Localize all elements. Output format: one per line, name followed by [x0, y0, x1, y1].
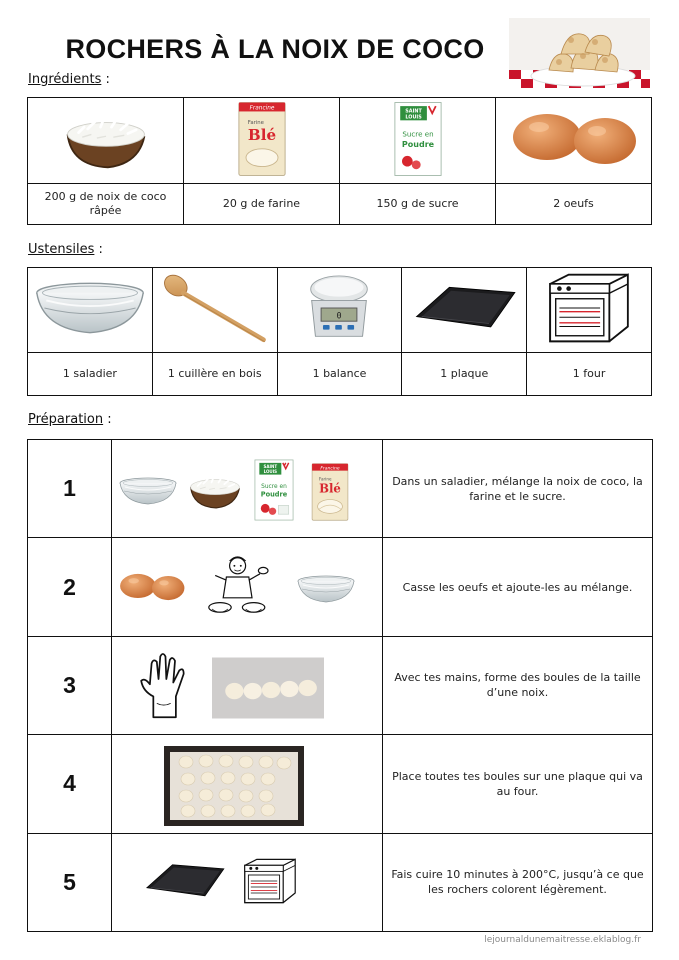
kitchen-scale-icon — [306, 270, 372, 346]
ingredient-image-cell — [340, 98, 496, 184]
flour-product-prefix: Farine — [247, 119, 264, 126]
flour-brand: Francine — [249, 105, 274, 112]
preparation-heading-colon: : — [103, 412, 112, 427]
preparation-table — [27, 439, 653, 932]
utensils-heading-text: Ustensiles — [28, 242, 95, 257]
utensils-heading-colon: : — [94, 242, 103, 257]
step-images — [112, 833, 383, 931]
step-instruction: Casse les oeufs et ajoute-les au mélange. — [383, 538, 653, 636]
step-images — [112, 538, 383, 636]
flour-bag-icon — [312, 463, 348, 519]
ingredients-table — [27, 97, 652, 225]
ingredients-heading-colon: : — [101, 72, 110, 87]
flour-product: Blé — [247, 125, 276, 144]
wooden-spoon-icon — [159, 270, 271, 346]
utensil-image-cell — [28, 268, 153, 353]
eggs-icon — [508, 109, 640, 169]
step-instruction: Place toutes tes boules sur une plaque qui va au four. — [383, 735, 653, 833]
glass-bowl-icon — [33, 279, 147, 337]
utensil-label: 1 saladier — [28, 353, 153, 396]
utensil-label: 1 balance — [277, 353, 402, 396]
step-images — [112, 735, 383, 833]
coconut-icon — [191, 476, 240, 507]
step-row — [28, 833, 653, 931]
hand-icon — [141, 654, 183, 717]
baking-tray-icon — [147, 865, 224, 896]
ingredient-image-cell — [496, 98, 652, 184]
step-number: 5 — [28, 833, 112, 931]
utensil-image-cell — [402, 268, 527, 353]
step-images — [112, 636, 383, 734]
step-5-illustration — [112, 842, 376, 922]
glass-bowl-icon — [120, 478, 176, 504]
balls-on-tray-photo — [164, 746, 304, 826]
sugar-product-line2: Poudre — [401, 139, 434, 149]
ingredient-label: 200 g de noix de coco râpée — [28, 184, 184, 225]
step-2-illustration — [112, 547, 376, 627]
step-instruction: Fais cuire 10 minutes à 200°C, jusqu’à ce que les rochers colorent légèrement. — [383, 833, 653, 931]
eggs-icon — [120, 574, 184, 600]
preparation-heading-text: Préparation — [28, 412, 104, 427]
ingredient-image-cell — [28, 98, 184, 184]
glass-bowl-icon — [298, 576, 354, 602]
sugar-brand-line2: LOUIS — [404, 114, 422, 121]
step-number: 3 — [28, 636, 112, 734]
step-row — [28, 735, 653, 833]
sugar-box-icon — [255, 460, 293, 520]
ingredient-label: 2 oeufs — [496, 184, 652, 225]
utensil-image-cell — [152, 268, 277, 353]
step-3-illustration — [112, 643, 376, 727]
coconut-balls-photo — [212, 658, 324, 719]
utensil-label: 1 cuillère en bois — [152, 353, 277, 396]
utensil-image-cell — [527, 268, 652, 353]
ingredients-heading — [28, 72, 110, 87]
step-images — [112, 440, 383, 538]
step-row — [28, 538, 653, 636]
ingredient-label: 150 g de sucre — [340, 184, 496, 225]
coconut-icon — [60, 107, 152, 171]
utensils-table — [27, 267, 652, 396]
utensils-heading — [28, 242, 103, 257]
oven-icon — [245, 860, 295, 903]
coconut-rocks-photo — [509, 18, 650, 88]
source-footer: lejournaldunemaitresse.eklablog.fr — [484, 935, 641, 945]
step-row — [28, 440, 653, 538]
utensil-label: 1 four — [527, 353, 652, 396]
step-instruction: Dans un saladier, mélange la noix de coco, la farine et le sucre. — [383, 440, 653, 538]
sugar-product-line1: Sucre en — [401, 128, 434, 138]
utensil-label: 1 plaque — [402, 353, 527, 396]
step-number: 1 — [28, 440, 112, 538]
ingredient-image-cell — [184, 98, 340, 184]
oven-icon — [541, 271, 637, 345]
preparation-heading — [28, 412, 112, 427]
step-4-illustration — [112, 742, 376, 826]
step-row — [28, 636, 653, 734]
sugar-brand-line1: SAINT — [404, 107, 422, 114]
cook-cracking-eggs-icon — [209, 557, 268, 612]
step-number: 2 — [28, 538, 112, 636]
baking-tray-icon — [408, 282, 520, 334]
step-number: 4 — [28, 735, 112, 833]
step-instruction: Avec tes mains, forme des boules de la taille d’une noix. — [383, 636, 653, 734]
recipe-title: ROCHERS À LA NOIX DE COCO — [65, 34, 485, 64]
step-1-illustration — [112, 449, 376, 529]
flour-bag-icon — [234, 99, 290, 179]
ingredient-label: 20 g de farine — [184, 184, 340, 225]
utensil-image-cell — [277, 268, 402, 353]
sugar-box-icon — [390, 99, 446, 179]
ingredients-heading-text: Ingrédients — [28, 72, 102, 87]
